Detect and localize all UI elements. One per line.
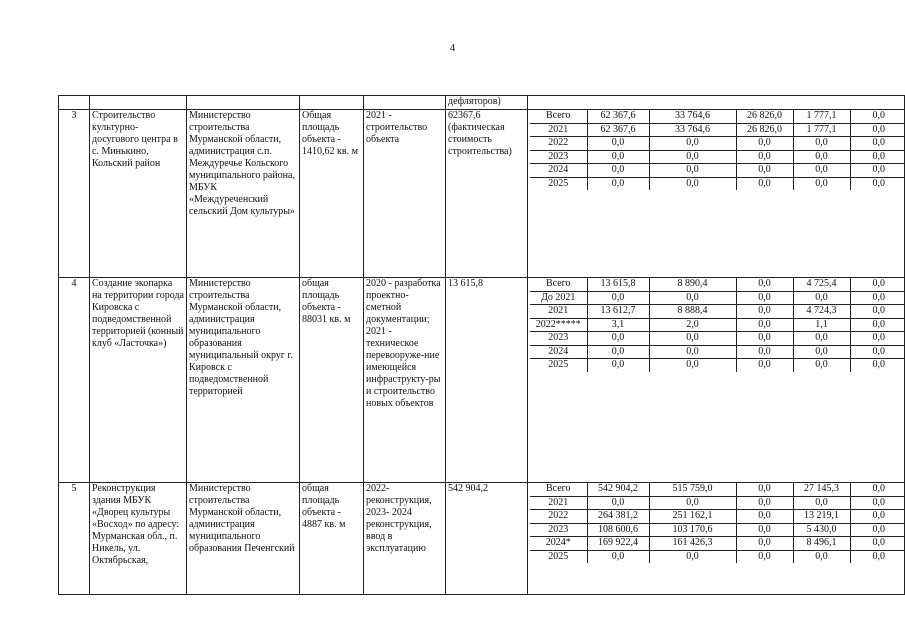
project-financing (528, 483, 905, 595)
local-cell: 0,0 (793, 137, 850, 151)
federal-cell: 103 170,6 (649, 523, 736, 537)
year-cell: Всего (530, 278, 587, 291)
year-cell: 2021 (530, 496, 587, 510)
regional-cell: 26 826,0 (736, 110, 793, 123)
regional-cell: 0,0 (736, 177, 793, 190)
investment-projects-table (58, 95, 905, 595)
other-cell: 0,0 (850, 150, 905, 164)
other-cell: 0,0 (850, 332, 905, 346)
year-cell: Всего (530, 483, 587, 496)
financing-row (530, 537, 905, 551)
regional-cell: 0,0 (736, 345, 793, 359)
total-cell: 0,0 (587, 150, 649, 164)
local-cell: 1 777,1 (793, 123, 850, 137)
project-name: Реконструкция здания МБУК «Дворец культуры «Восход» по адресу: Мурманская обл., п. Никель, ул. Октябрьская, (90, 483, 187, 595)
local-cell: 0,0 (793, 345, 850, 359)
other-cell: 0,0 (850, 318, 905, 332)
total-cell: 169 922,4 (587, 537, 649, 551)
financing-row (530, 550, 905, 563)
local-cell: 27 145,3 (793, 483, 850, 496)
other-cell: 0,0 (850, 550, 905, 563)
financing-row (530, 359, 905, 372)
local-cell: 1 777,1 (793, 110, 850, 123)
project-name: Создание экопарка на территории города Кировска с подведомственной территорией (конный клуб «Ласточка») (90, 278, 187, 483)
project-period: 2020 - разработка проектно-сметной документации; 2021 - техническое перевооруже-ние имеющейся инфраструкту-ры и строительство новых объектов (364, 278, 446, 483)
project-cost: 13 615,8 (446, 278, 528, 483)
financing-row (530, 110, 905, 123)
financing-row (530, 523, 905, 537)
regional-cell: 0,0 (736, 278, 793, 291)
project-responsible: Министерство строительства Мурманской области, администрация с.п. Междуречье Кольского муниципального района, МБУК «Междуреченский сельский Дом культуры» (187, 110, 300, 278)
total-cell: 62 367,6 (587, 110, 649, 123)
federal-cell: 8 888,4 (649, 305, 736, 319)
other-cell: 0,0 (850, 164, 905, 178)
local-cell: 13 219,1 (793, 510, 850, 524)
total-cell: 0,0 (587, 550, 649, 563)
financing-row (530, 332, 905, 346)
federal-cell: 33 764,6 (649, 123, 736, 137)
financing-row (530, 137, 905, 151)
year-cell: До 2021 (530, 291, 587, 305)
financing-row (530, 318, 905, 332)
federal-cell: 0,0 (649, 150, 736, 164)
local-cell: 5 430,0 (793, 523, 850, 537)
federal-cell: 0,0 (649, 164, 736, 178)
project-cost: 542 904,2 (446, 483, 528, 595)
regional-cell: 0,0 (736, 550, 793, 563)
financing-table (530, 110, 905, 190)
federal-cell: 2,0 (649, 318, 736, 332)
regional-cell: 0,0 (736, 510, 793, 524)
federal-cell: 0,0 (649, 332, 736, 346)
local-cell: 0,0 (793, 359, 850, 372)
financing-table (530, 278, 905, 372)
total-cell: 0,0 (587, 496, 649, 510)
total-cell: 0,0 (587, 164, 649, 178)
local-cell: 0,0 (793, 550, 850, 563)
other-cell: 0,0 (850, 123, 905, 137)
financing-row (530, 345, 905, 359)
other-cell: 0,0 (850, 291, 905, 305)
local-cell: 1,1 (793, 318, 850, 332)
local-cell: 8 496,1 (793, 537, 850, 551)
financing-row (530, 305, 905, 319)
other-cell: 0,0 (850, 523, 905, 537)
financing-row (530, 483, 905, 496)
project-capacity: Общая площадь объекта - 1410,62 кв. м (300, 110, 364, 278)
continuation-row (59, 96, 905, 110)
year-cell: 2022 (530, 137, 587, 151)
year-cell: 2023 (530, 523, 587, 537)
regional-cell: 0,0 (736, 164, 793, 178)
project-number: 3 (59, 110, 90, 278)
total-cell: 0,0 (587, 177, 649, 190)
local-cell: 0,0 (793, 332, 850, 346)
project-capacity: общая площадь объекта - 88031 кв. м (300, 278, 364, 483)
project-name: Строительство культурно-досугового центра в с. Минькино, Кольский район (90, 110, 187, 278)
year-cell: 2025 (530, 177, 587, 190)
other-cell: 0,0 (850, 137, 905, 151)
total-cell: 13 615,8 (587, 278, 649, 291)
regional-cell: 26 826,0 (736, 123, 793, 137)
federal-cell: 251 162,1 (649, 510, 736, 524)
total-cell: 264 381,2 (587, 510, 649, 524)
other-cell: 0,0 (850, 537, 905, 551)
year-cell: 2023 (530, 332, 587, 346)
year-cell: 2024 (530, 345, 587, 359)
financing-row (530, 496, 905, 510)
total-cell: 13 612,7 (587, 305, 649, 319)
regional-cell: 0,0 (736, 305, 793, 319)
cost-note-cell: дефляторов) (446, 96, 528, 110)
local-cell: 4 724,3 (793, 305, 850, 319)
project-row (59, 483, 905, 595)
project-number: 5 (59, 483, 90, 595)
total-cell: 0,0 (587, 359, 649, 372)
federal-cell: 0,0 (649, 345, 736, 359)
project-financing (528, 278, 905, 483)
total-cell: 3,1 (587, 318, 649, 332)
project-number: 4 (59, 278, 90, 483)
project-row (59, 110, 905, 278)
local-cell: 0,0 (793, 291, 850, 305)
total-cell: 62 367,6 (587, 123, 649, 137)
year-cell: 2022 (530, 510, 587, 524)
regional-cell: 0,0 (736, 523, 793, 537)
federal-cell: 0,0 (649, 496, 736, 510)
federal-cell: 0,0 (649, 359, 736, 372)
year-cell: 2024 (530, 164, 587, 178)
year-cell: 2022***** (530, 318, 587, 332)
federal-cell: 161 426,3 (649, 537, 736, 551)
regional-cell: 0,0 (736, 150, 793, 164)
federal-cell: 0,0 (649, 550, 736, 563)
local-cell: 0,0 (793, 177, 850, 190)
federal-cell: 0,0 (649, 137, 736, 151)
local-cell: 0,0 (793, 496, 850, 510)
project-capacity: общая площадь объекта - 4887 кв. м (300, 483, 364, 595)
project-responsible: Министерство строительства Мурманской области, администрация муниципального образования муниципальный округ г. Кировск с подведомственной территорией (187, 278, 300, 483)
financing-row (530, 123, 905, 137)
other-cell: 0,0 (850, 305, 905, 319)
project-period: 2021 - строительство объекта (364, 110, 446, 278)
financing-row (530, 510, 905, 524)
other-cell: 0,0 (850, 510, 905, 524)
regional-cell: 0,0 (736, 318, 793, 332)
other-cell: 0,0 (850, 496, 905, 510)
other-cell: 0,0 (850, 110, 905, 123)
financing-row (530, 291, 905, 305)
regional-cell: 0,0 (736, 359, 793, 372)
year-cell: 2025 (530, 550, 587, 563)
page-number: 4 (449, 42, 456, 54)
financing-row (530, 278, 905, 291)
year-cell: 2023 (530, 150, 587, 164)
regional-cell: 0,0 (736, 483, 793, 496)
year-cell: 2021 (530, 305, 587, 319)
total-cell: 108 600,6 (587, 523, 649, 537)
regional-cell: 0,0 (736, 332, 793, 346)
federal-cell: 515 759,0 (649, 483, 736, 496)
total-cell: 0,0 (587, 332, 649, 346)
regional-cell: 0,0 (736, 137, 793, 151)
federal-cell: 33 764,6 (649, 110, 736, 123)
total-cell: 0,0 (587, 137, 649, 151)
total-cell: 542 904,2 (587, 483, 649, 496)
regional-cell: 0,0 (736, 496, 793, 510)
other-cell: 0,0 (850, 177, 905, 190)
year-cell: 2025 (530, 359, 587, 372)
financing-row (530, 150, 905, 164)
local-cell: 0,0 (793, 164, 850, 178)
local-cell: 4 725,4 (793, 278, 850, 291)
year-cell: 2024* (530, 537, 587, 551)
year-cell: Всего (530, 110, 587, 123)
project-responsible: Министерство строительства Мурманской области, администрация муниципального образования Печенгский (187, 483, 300, 595)
federal-cell: 8 890,4 (649, 278, 736, 291)
financing-row (530, 177, 905, 190)
other-cell: 0,0 (850, 278, 905, 291)
federal-cell: 0,0 (649, 177, 736, 190)
year-cell: 2021 (530, 123, 587, 137)
other-cell: 0,0 (850, 359, 905, 372)
local-cell: 0,0 (793, 150, 850, 164)
project-row (59, 278, 905, 483)
other-cell: 0,0 (850, 483, 905, 496)
total-cell: 0,0 (587, 291, 649, 305)
regional-cell: 0,0 (736, 291, 793, 305)
financing-table (530, 483, 905, 563)
project-cost: 62367,6 (фактическая стоимость строительства) (446, 110, 528, 278)
other-cell: 0,0 (850, 345, 905, 359)
total-cell: 0,0 (587, 345, 649, 359)
regional-cell: 0,0 (736, 537, 793, 551)
project-financing (528, 110, 905, 278)
federal-cell: 0,0 (649, 291, 736, 305)
financing-row (530, 164, 905, 178)
project-period: 2022- реконструкция, 2023- 2024 реконструкция, ввод в эксплуатацию (364, 483, 446, 595)
